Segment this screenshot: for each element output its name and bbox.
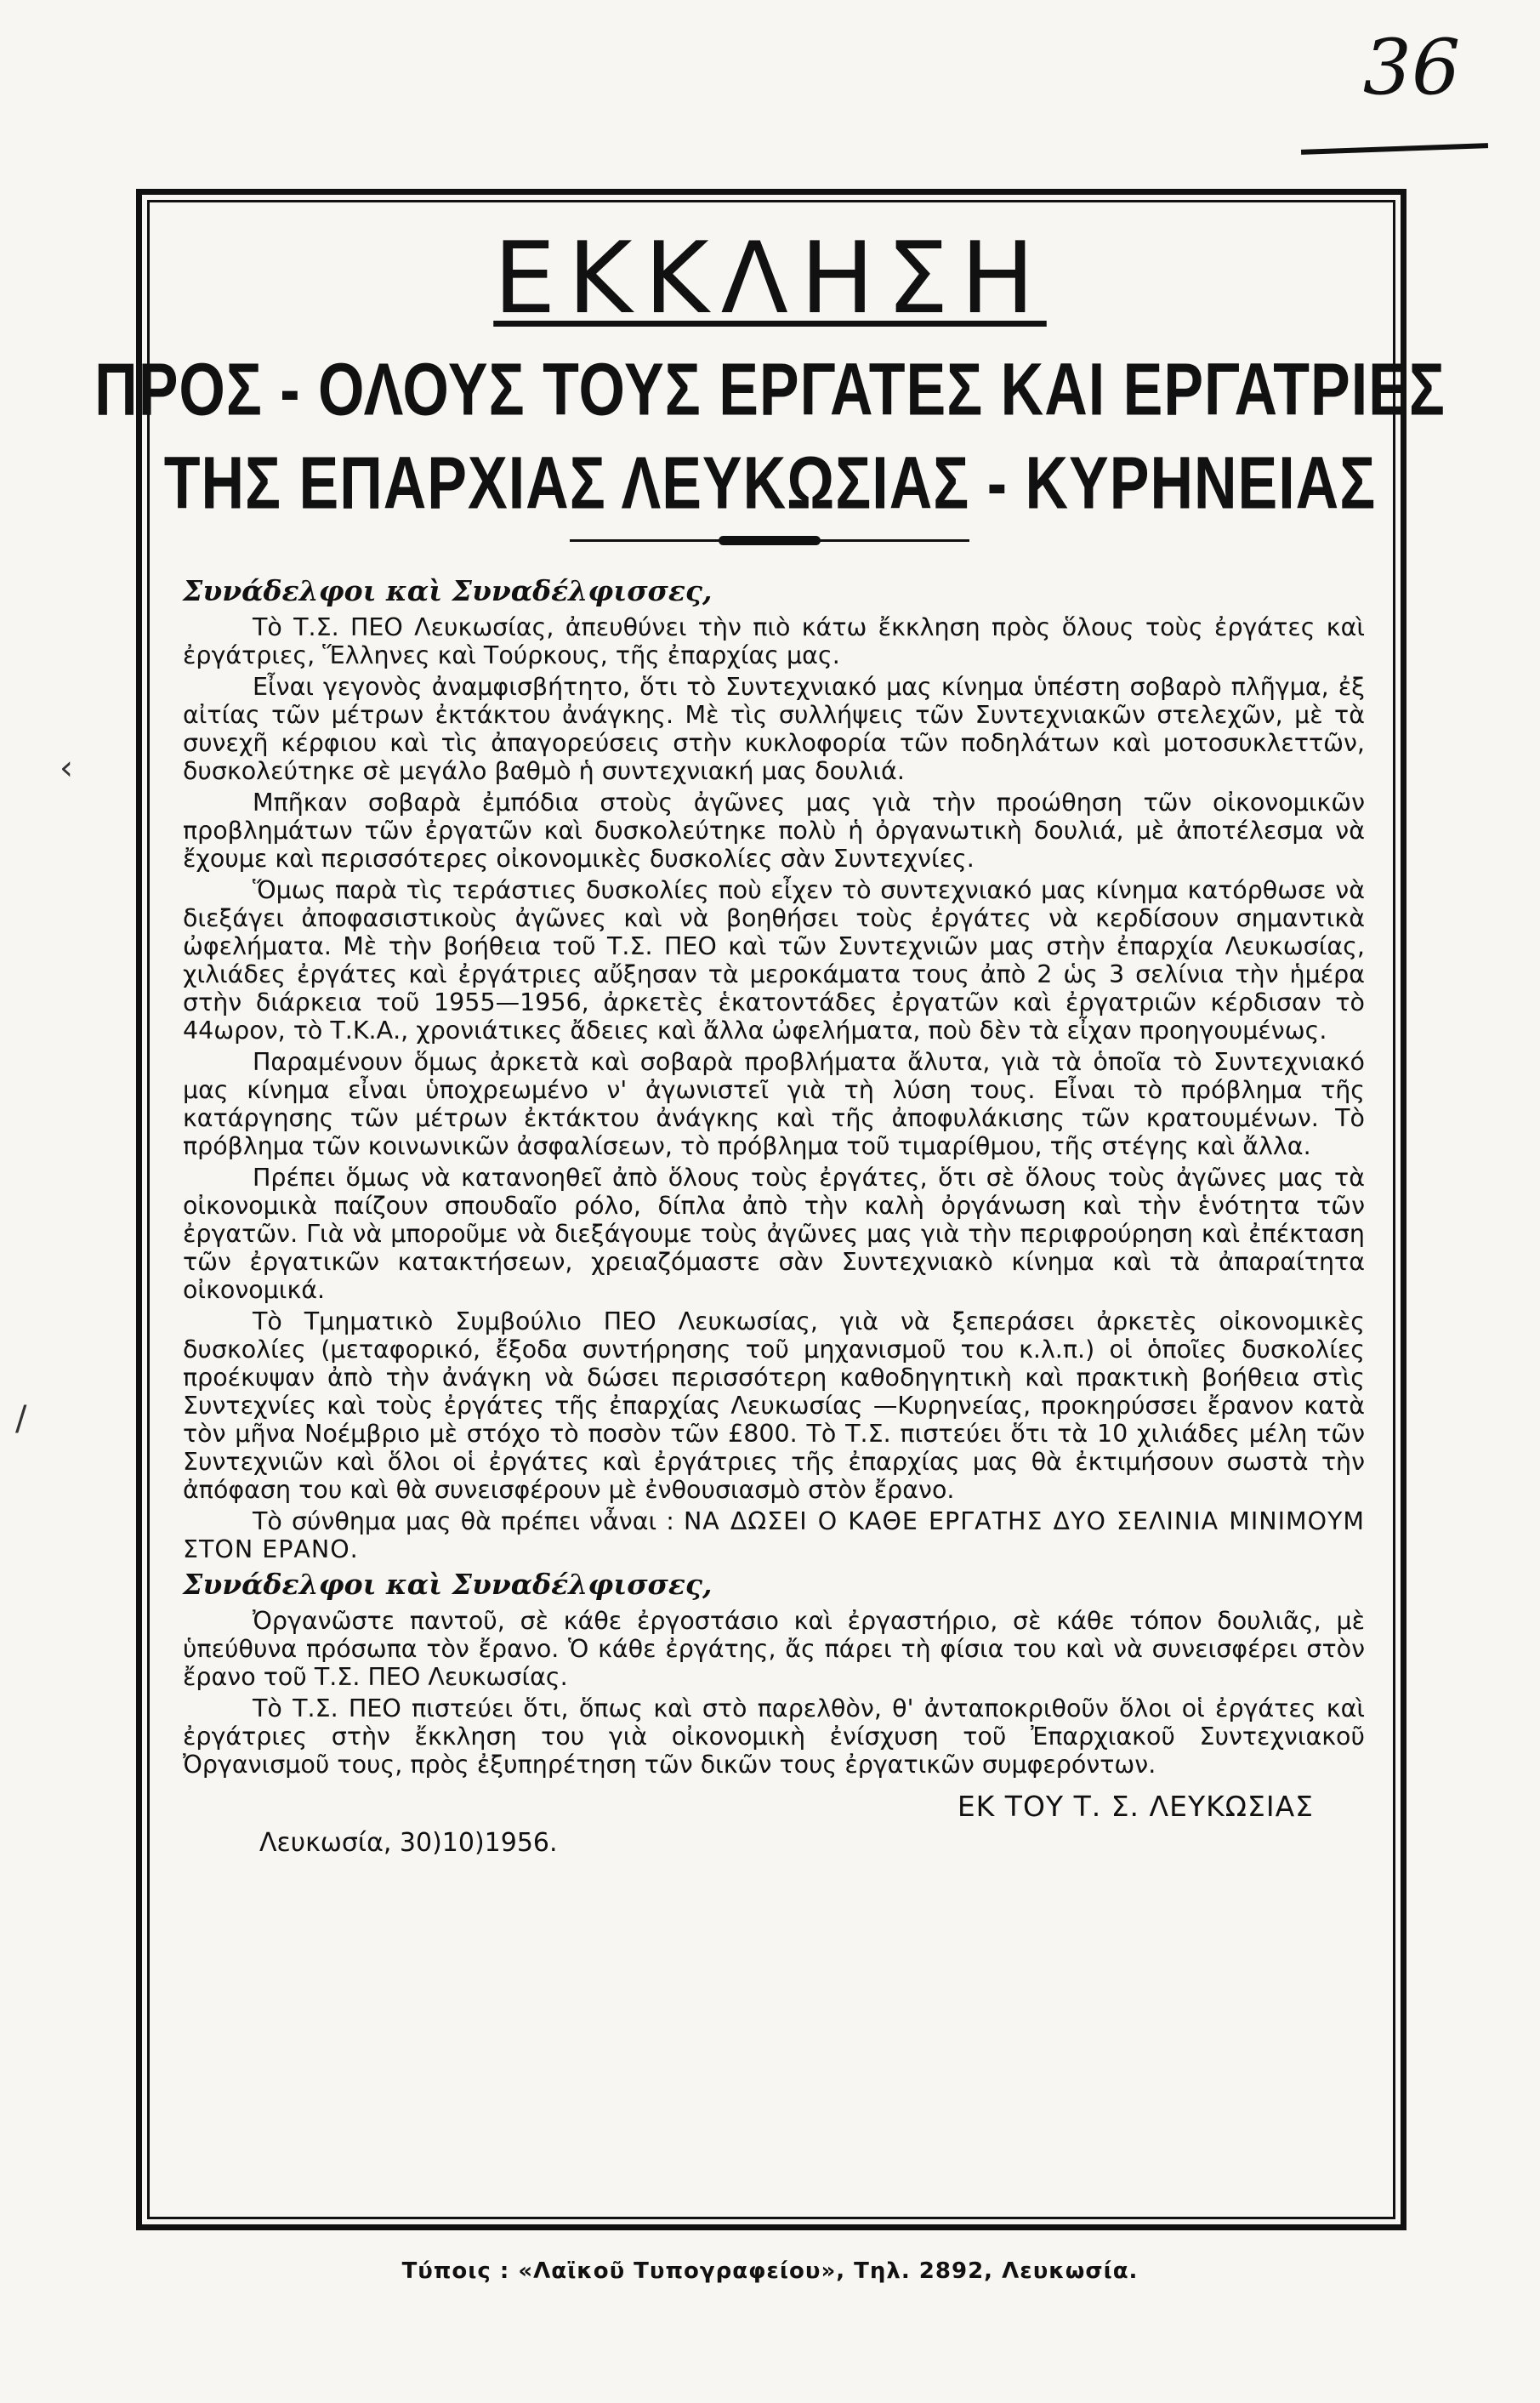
date-line: Λευκωσία, 30)10)1956. <box>259 1828 558 1858</box>
signature: ΕΚ ΤΟΥ Τ. Σ. ΛΕΥΚΩΣΙΑΣ <box>957 1790 1314 1823</box>
page-number-underline <box>1301 143 1488 155</box>
appeal-lead: Τὸ σύνθημα μας θὰ πρέπει νἆναι : <box>253 1507 674 1535</box>
appeal-slogan: ΝΑ ΔΩΣΕΙ Ο ΚΑΘΕ ΕΡΓΑΤΗΣ ΔΥΟ ΣΕΛΙΝΙΑ ΜΙΝΙΜΟΥΜ ΣΤΟΝ ΕΡΑΝΟ. <box>183 1507 1365 1563</box>
salutation-2: Συνάδελφοι καὶ Συναδέλφισσες, <box>183 1568 713 1601</box>
paragraph: Πρέπει ὅμως νὰ κατανοηθεῖ ἀπὸ ὅλους τοὺς ἐργάτες, ὅτι σὲ ὅλους τοὺς ἀγῶνες μας τὰ οἰκονομικὰ παίζουν σπουδαῖο ρόλο, δίπλα ἀπὸ τὴν καλὴ ὀργάνωση καὶ τὴν ἑνότητα τῶν ἐργατῶν. Γιὰ νὰ μποροῦμε νὰ διεξάγουμε τοὺς ἀγῶνες μας γιὰ τὴν περιφρούρηση καὶ ἐπέκταση τῶν ἐργατικῶν κατακτήσεων, χρειαζόμαστε σὰν Συντεχνιακὸ κίνημα καὶ τὰ ἀπαραίτητα οἰκονομικά. <box>183 1164 1365 1304</box>
ornamental-divider <box>570 539 969 542</box>
document-title: ΕΚΚΛΗΣΗ <box>493 221 1047 336</box>
paragraph: Τὸ Τ.Σ. ΠΕΟ πιστεύει ὅτι, ὅπως καὶ στὸ παρελθὸν, θ' ἀνταποκριθοῦν ὅλοι οἱ ἐργάτες καὶ ἐργάτριες στὴν ἔκκληση του γιὰ οἰκονομικὴ ἐνίσχυση τοῦ Ἐπαρχιακοῦ Συντεχνιακοῦ Ὀργανισμοῦ τους, πρὸς ἐξυπηρέτηση τῶν δικῶν τους ἐργατικῶν συμφερόντων. <box>183 1694 1365 1779</box>
paragraph: Εἶναι γεγονὸς ἀναμφισβήτητο, ὅτι τὸ Συντεχνιακό μας κίνημα ὑπέστη σοβαρὸ πλῆγμα, ἐξ αἰτίας τῶν μέτρων ἐκτάκτου ἀνάγκης. Μὲ τὶς συλλήψεις τῶν Συντεχνιακῶν στελεχῶν, μὲ τὰ συνεχῆ κέρφιου καὶ τὶς ἀπαγορεύσεις στὴν κυκλοφορία τῶν ποδηλάτων καὶ μοτοσυκλεττῶν, δυσκολεύτηκε σὲ μεγάλο βαθμὸ ἡ συντεχνιακή μας δουλιά. <box>183 673 1365 785</box>
page-number: 36 <box>1362 23 1461 112</box>
subtitle-line-1: ΠΡΟΣ - ΟΛΟΥΣ ΤΟΥΣ ΕΡΓΑΤΕΣ ΚΑΙ ΕΡΓΑΤΡΙΕΣ <box>94 347 1446 431</box>
appeal-paragraph <box>183 1507 1365 1563</box>
printer-line: Τύποις : «Λαϊκοῦ Τυπογραφείου», Τηλ. 2892, Λευκωσία. <box>401 2258 1139 2284</box>
paragraph: Ὅμως παρὰ τὶς τεράστιες δυσκολίες ποὺ εἶχεν τὸ συντεχνιακό μας κίνημα κατόρθωσε νὰ διεξάγει ἀποφασιστικοὺς ἀγῶνες καὶ νὰ βοηθήσει τοὺς ἐργάτες νὰ κερδίσουν σημαντικὰ ὠφελήματα. Μὲ τὴν βοήθεια τοῦ Τ.Σ. ΠΕΟ καὶ τῶν Συντεχνιῶν μας στὴν ἐπαρχία Λευκωσίας, χιλιάδες ἐργάτες καὶ ἐργάτριες αὔξησαν τὰ μεροκάματα τους ἀπὸ 2 ὡς 3 σελίνια τὴν ἡμέρα στὴν διάρκεια τοῦ 1955—1956, ἀρκετὲς ἑκατοντάδες ἐργατῶν καὶ ἐργατριῶν κέρδισαν τὸ 44ωρον, τὸ Τ.Κ.Α., χρονιάτικες ἄδειες καὶ ἄλλα ὠφελήματα, ποὺ δὲν τὰ εἶχαν προηγουμένως. <box>183 876 1365 1045</box>
paragraph: Παραμένουν ὅμως ἀρκετὰ καὶ σοβαρὰ προβλήματα ἄλυτα, γιὰ τὰ ὁποῖα τὸ Συντεχνιακό μας κίνημα εἶναι ὑποχρεωμένο ν' ἀγωνιστεῖ γιὰ τὴ λύση τους. Εἶναι τὸ πρόβλημα τῆς κατάργησης τῶν μέτρων ἐκτάκτου ἀνάγκης καὶ τῆς ἀποφυλάκισης τῶν κρατουμένων. Τὸ πρόβλημα τῶν κοινωνικῶν ἀσφαλίσεων, τὸ πρόβλημα τοῦ τιμαρίθμου, τῆς στέγης καὶ ἄλλα. <box>183 1048 1365 1160</box>
paragraph: Μπῆκαν σοβαρὰ ἐμπόδια στοὺς ἀγῶνες μας γιὰ τὴν προώθηση τῶν οἰκονομικῶν προβλημάτων τῶν ἐργατῶν καὶ δυσκολεύτηκε πολὺ ἡ ὀργανωτικὴ δουλιά, μὲ ἀποτέλεσμα νὰ ἔχουμε καὶ περισσότερες οἰκονομικὲς δυσκολίες σὰν Συντεχνίες. <box>183 789 1365 873</box>
paragraph: Ὀργανῶστε παντοῦ, σὲ κάθε ἐργοστάσιο καὶ ἐργαστήριο, σὲ κάθε τόπον δουλιᾶς, μὲ ὑπεύθυνα πρόσωπα τὸν ἔρανο. Ὁ κάθε ἐργάτης, ἄς πάρει τὴ φίσια του καὶ νὰ συνεισφέρει στὸν ἔρανο τοῦ Τ.Σ. ΠΕΟ Λευκωσίας. <box>183 1607 1365 1691</box>
margin-mark: / <box>15 1399 27 1438</box>
document-body <box>183 570 1365 1857</box>
margin-mark: ‹ <box>60 749 73 788</box>
subtitle-line-2: ΤΗΣ ΕΠΑΡΧΙΑΣ ΛΕΥΚΩΣΙΑΣ - ΚΥΡΗΝΕΙΑΣ <box>163 441 1377 525</box>
paragraph: Τὸ Τ.Σ. ΠΕΟ Λευκωσίας, ἀπευθύνει τὴν πιὸ κάτω ἔκκληση πρὸς ὅλους τοὺς ἐργάτες καὶ ἐργάτριες, Ἕλληνες καὶ Τούρκους, τῆς ἐπαρχίας μας. <box>183 613 1365 669</box>
paragraph: Τὸ Τμηματικὸ Συμβούλιο ΠΕΟ Λευκωσίας, γιὰ νὰ ξεπεράσει ἀρκετὲς οἰκονομικὲς δυσκολίες (μεταφορικό, ἔξοδα συντήρησης τοῦ μηχανισμοῦ του κ.λ.π.) οἱ ὁποῖες δυσκολίες προέκυψαν ἀπὸ τὴν ἀνάγκη νὰ δώσει περισσότερη καθοδηγητικὴ καὶ πρακτικὴ βοήθεια στὶς Συντεχνίες καὶ τοὺς ἐργάτες τῆς ἐπαρχίας Λευκωσίας —Κυρηνείας, προκηρύσσει ἔρανον κατὰ τὸν μῆνα Νοέμβριο μὲ στόχο τὸ ποσὸν τῶν £800. Τὸ Τ.Σ. πιστεύει ὅτι τὰ 10 χιλιάδες μέλη τῶν Συντεχνιῶν καὶ ὅλοι οἱ ἐργάτες καὶ ἐργάτριες τῆς ἐπαρχίας μας θὰ ἐκτιμήσουν σωστὰ τὴν ἀπόφαση του καὶ θὰ συνεισφέρουν μὲ ἐνθουσιασμὸ στὸν ἔρανο. <box>183 1307 1365 1504</box>
salutation: Συνάδελφοι καὶ Συναδέλφισσες, <box>183 574 713 607</box>
